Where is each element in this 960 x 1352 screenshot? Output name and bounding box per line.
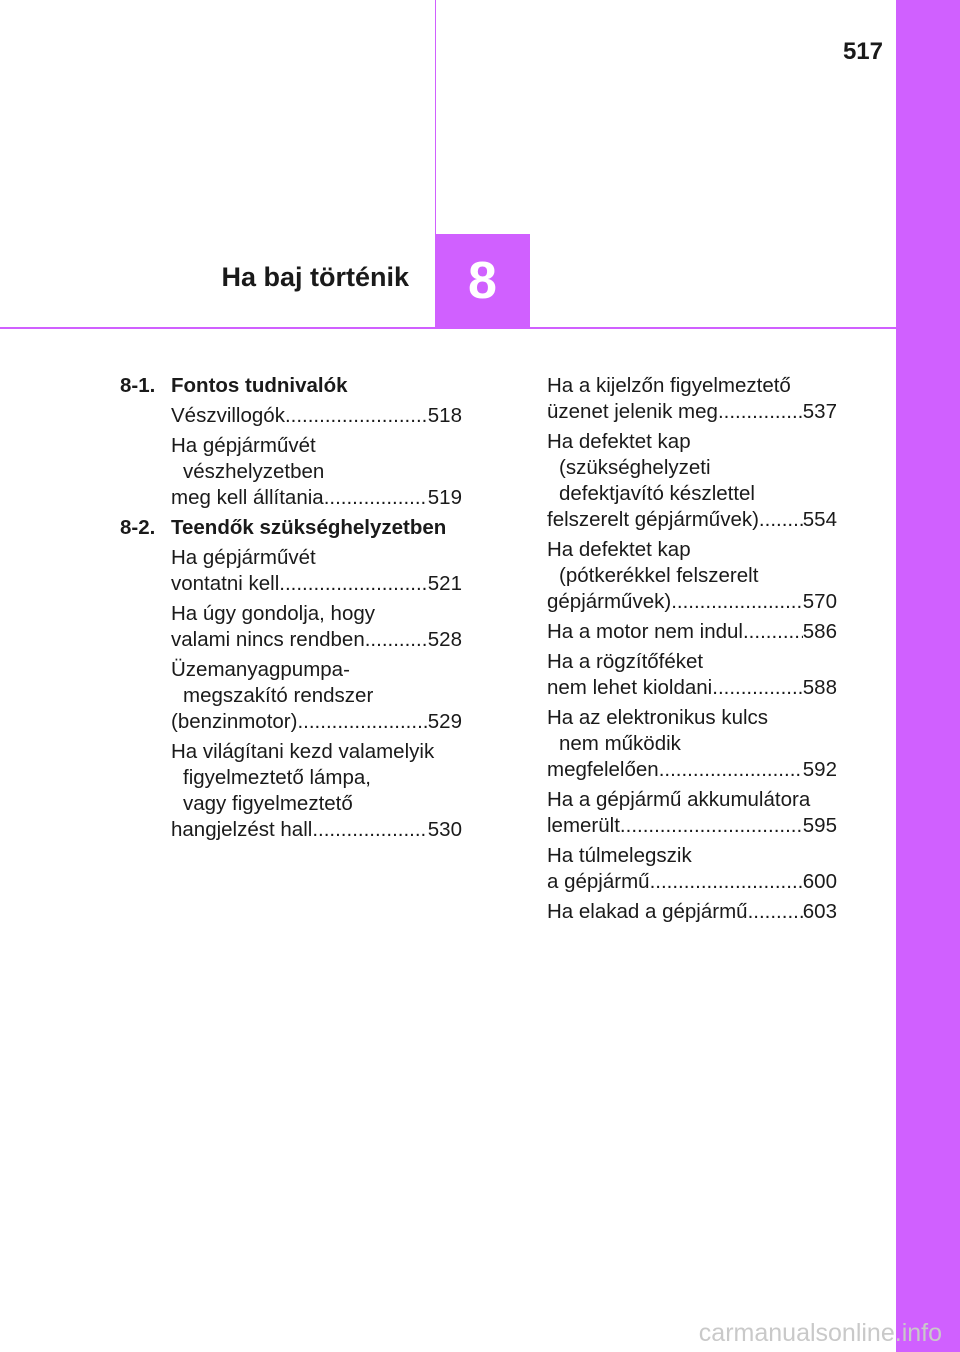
toc-entry-last-line: [547, 675, 837, 701]
toc-page-number: 554: [802, 508, 837, 531]
toc-leader-dots: [712, 675, 803, 701]
toc-entry-text: nem lehet kioldani: [547, 676, 713, 699]
toc-entry-line: vagy figyelmeztető: [183, 792, 353, 815]
toc-entry-text: lemerült: [547, 814, 620, 837]
section-heading[interactable]: [120, 515, 462, 541]
toc-entry-line: megszakító rendszer: [183, 684, 374, 707]
toc-entry-text: (benzinmotor): [171, 710, 298, 733]
toc-entry-text: valami nincs rendben: [171, 628, 365, 651]
toc-page-number: 586: [802, 620, 837, 643]
toc-entry-line: figyelmeztető lámpa,: [183, 766, 372, 789]
toc-leader-dots: [759, 507, 803, 533]
toc-entry-last-line: [171, 403, 462, 429]
toc-entry-text: Ha elakad a gépjármű: [547, 900, 748, 923]
toc-leader-dots: [365, 627, 428, 653]
toc-entry[interactable]: [547, 899, 837, 925]
toc-entry-line: Ha világítani kezd valamelyik: [171, 740, 435, 763]
toc-entry-last-line: [547, 399, 837, 425]
section-number: 8-2.: [120, 516, 156, 539]
section-number: 8-1.: [120, 374, 156, 397]
toc-page-number: 530: [427, 818, 462, 841]
toc-leader-dots: [718, 399, 803, 425]
toc-entry-line: Ha defektet kap: [547, 430, 691, 453]
toc-entry[interactable]: [171, 601, 462, 653]
toc-entry[interactable]: [171, 545, 462, 597]
toc-page-number: 600: [802, 870, 837, 893]
watermark: carmanualsonline.info: [698, 1319, 942, 1347]
toc-entry-line: vészhelyzetben: [183, 460, 325, 483]
section-heading[interactable]: [120, 373, 462, 399]
toc-entry-last-line: [171, 709, 462, 735]
toc-entry-text: hangjelzést hall: [171, 818, 313, 841]
toc-page-number: 592: [802, 758, 837, 781]
toc-left-column: [120, 373, 462, 847]
page-number: 517: [842, 38, 883, 65]
toc-entry-line: (szükséghelyzeti: [559, 456, 711, 479]
toc-leader-dots: [748, 899, 803, 925]
toc-entry-text: a gépjármű: [547, 870, 650, 893]
toc-leader-dots: [285, 403, 428, 429]
toc-entry-text: üzenet jelenik meg: [547, 400, 718, 423]
toc-entry[interactable]: [171, 403, 462, 429]
toc-entry-text: meg kell állítania: [171, 486, 324, 509]
toc-entry-line: Ha túlmelegszik: [547, 844, 692, 867]
chapter-title: Ha baj történik: [221, 262, 409, 292]
toc-page-number: 603: [802, 900, 837, 923]
toc-entry-text: vontatni kell: [171, 572, 280, 595]
toc-entry-line: Üzemanyagpumpa-: [171, 658, 350, 681]
section-title: Teendők szükséghelyzetben: [171, 516, 447, 539]
toc-entry-last-line: [547, 507, 837, 533]
section-title: Fontos tudnivalók: [171, 374, 348, 397]
toc-entry[interactable]: [171, 657, 462, 735]
toc-leader-dots: [659, 757, 803, 783]
toc-entry-text: Vészvillogók: [171, 404, 285, 427]
toc-page-number: 570: [802, 590, 837, 613]
toc-entry[interactable]: [547, 787, 837, 839]
toc-page-number: 537: [802, 400, 837, 423]
toc-entry-last-line: [171, 485, 462, 511]
chapter-number-badge: [435, 234, 530, 328]
toc-entry-line: Ha az elektronikus kulcs: [547, 706, 769, 729]
toc-leader-dots: [671, 589, 803, 615]
toc-entry[interactable]: [547, 619, 837, 645]
toc-entry-line: Ha a gépjármű akkumulátora: [547, 788, 811, 811]
toc-entry-last-line: [547, 813, 837, 839]
toc-entry-last-line: [547, 757, 837, 783]
toc-entry-line: (pótkerékkel felszerelt: [559, 564, 759, 587]
toc-entry[interactable]: [547, 429, 837, 533]
toc-entry-text: megfelelően: [547, 758, 659, 781]
toc-entry-line: Ha defektet kap: [547, 538, 691, 561]
toc-leader-dots: [324, 485, 428, 511]
toc-leader-dots: [743, 619, 803, 645]
toc-page-number: 518: [427, 404, 462, 427]
toc-entry-line: Ha gépjárművét: [171, 546, 316, 569]
toc-entry[interactable]: [547, 649, 837, 701]
toc-leader-dots: [312, 817, 427, 843]
toc-leader-dots: [650, 869, 803, 895]
toc-entry-line: nem működik: [559, 732, 681, 755]
toc-entry-line: Ha úgy gondolja, hogy: [171, 602, 376, 625]
toc-entry[interactable]: [547, 537, 837, 615]
toc-entry-last-line: [547, 619, 837, 645]
toc-page-number: 528: [427, 628, 462, 651]
toc-entry-last-line: [171, 817, 462, 843]
toc-page-number: 595: [802, 814, 837, 837]
toc-entry-line: Ha gépjárművét: [171, 434, 316, 457]
toc-entry-line: Ha a kijelzőn figyelmeztető: [547, 374, 791, 397]
toc-page-number: 519: [427, 486, 462, 509]
chapter-number: 8: [468, 252, 497, 310]
toc-entry-last-line: [171, 571, 462, 597]
toc-page-number: 529: [427, 710, 462, 733]
toc-page-number: 588: [802, 676, 837, 699]
toc-entry-text: gépjárművek): [547, 590, 672, 613]
header-divider-vertical: [435, 0, 436, 234]
toc-entry[interactable]: [171, 433, 462, 511]
toc-entry-line: Ha a rögzítőféket: [547, 650, 704, 673]
toc-entry-text: Ha a motor nem indul: [547, 620, 743, 643]
toc-leader-dots: [279, 571, 428, 597]
toc-page-number: 521: [427, 572, 462, 595]
toc-entry-last-line: [171, 627, 462, 653]
toc-right-column: [547, 373, 837, 929]
chapter-side-tab: [896, 0, 960, 1352]
toc-leader-dots: [620, 813, 803, 839]
toc-entry-text: felszerelt gépjárművek): [547, 508, 759, 531]
toc-entry-last-line: [547, 899, 837, 925]
toc-entry[interactable]: [547, 705, 837, 783]
toc-entry-line: defektjavító készlettel: [559, 482, 755, 505]
toc-entry[interactable]: [547, 843, 837, 895]
toc-entry[interactable]: [547, 373, 837, 425]
toc-entry-last-line: [547, 589, 837, 615]
toc-entry-last-line: [547, 869, 837, 895]
toc-leader-dots: [297, 709, 427, 735]
toc-entry[interactable]: [171, 739, 462, 843]
